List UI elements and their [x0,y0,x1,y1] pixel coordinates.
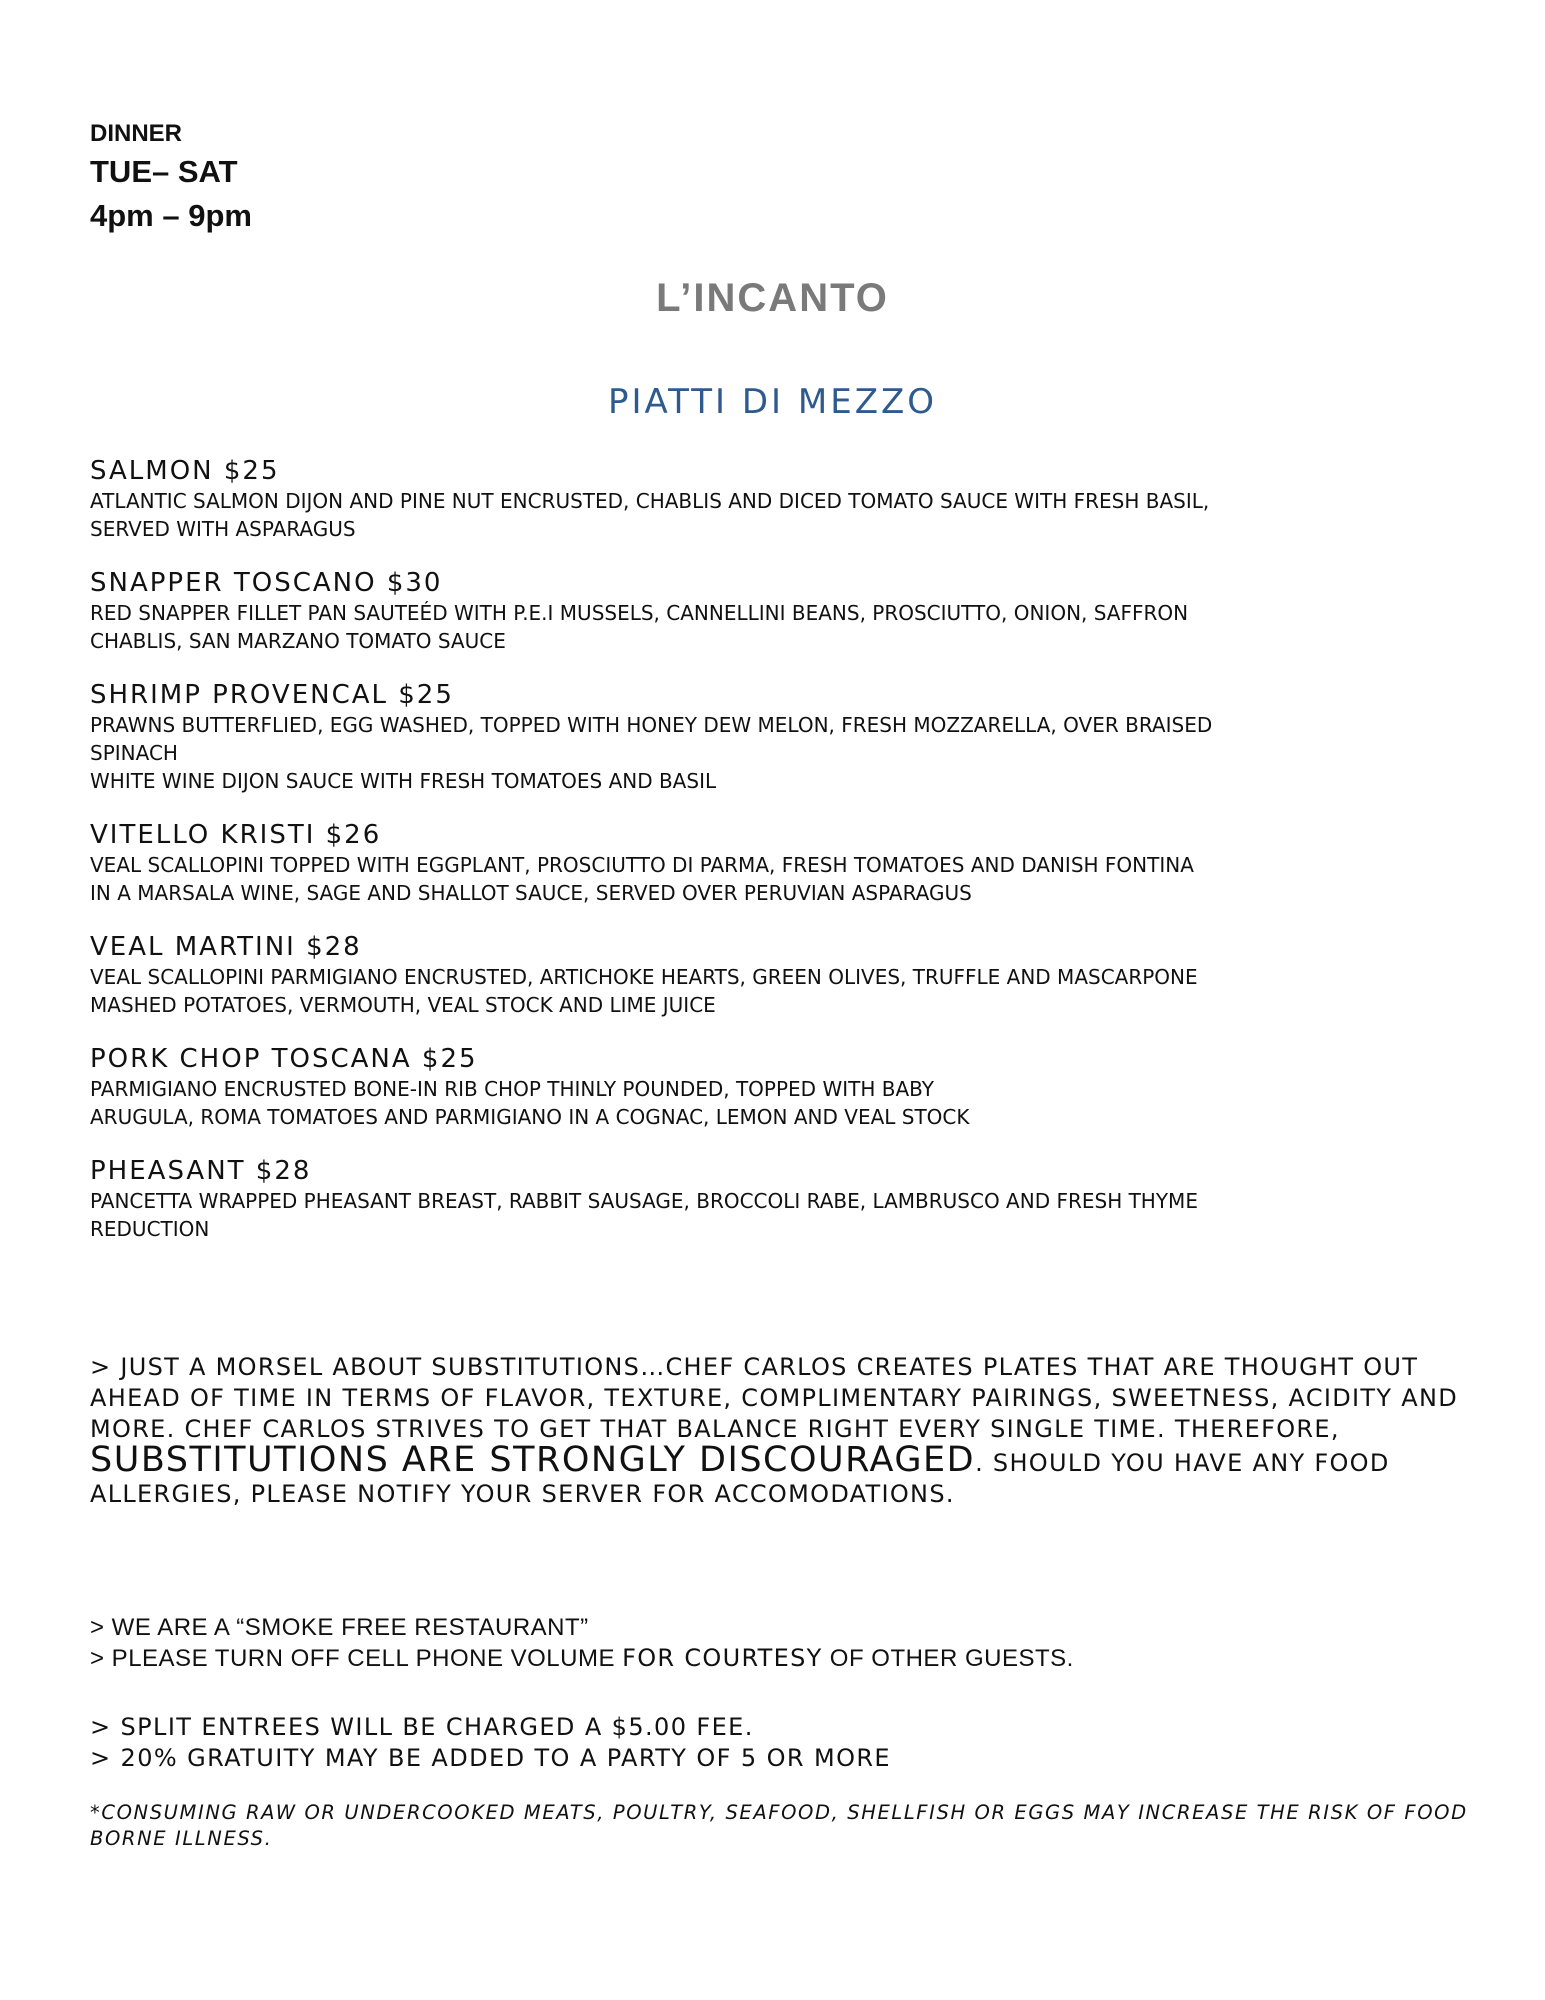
notice-outro: . SHOULD YOU HAVE ANY FOOD ALLERGIES, PLEASE NOTIFY YOUR SERVER FOR ACCOMODATIONS. [90,1449,1390,1508]
menu-item-description: PARMIGIANO ENCRUSTED BONE-IN RIB CHOP THINLY POUNDED, TOPPED WITH BABY ARUGULA, ROMA TOMATOES AND PARMIGIANO IN A COGNAC, LEMON AND VEAL STOCK [90,1077,970,1129]
dinner-hours [90,118,252,238]
cell-phone-text-c: OF OTHER GUESTS. [822,1645,1074,1672]
hours-open: 4pm – 9pm [90,198,252,233]
menu-item-veal-martini [90,931,1450,1019]
fee-policies [90,1712,891,1774]
menu-item-vitello-kristi [90,819,1450,907]
menu-item-shrimp-provencal [90,679,1450,795]
gratuity-policy: > 20% GRATUITY MAY BE ADDED TO A PARTY OF 5 OR MORE [90,1744,891,1772]
menu-item-description: ATLANTIC SALMON DIJON AND PINE NUT ENCRUSTED, CHABLIS AND DICED TOMATO SAUCE WITH FRESH BASIL, SERVED WITH ASPARAGUS [90,489,1210,541]
meal-label: DINNER [90,120,183,147]
menu-item-title: VEAL MARTINI $28 [90,932,362,962]
menu-item-description: VEAL SCALLOPINI TOPPED WITH EGGPLANT, PROSCIUTTO DI PARMA, FRESH TOMATOES AND DANISH FONTINA IN A MARSALA WINE, SAGE AND SHALLOT SAUCE, SERVED OVER PERUVIAN ASPARAGUS [90,853,1194,905]
menu-item-pheasant [90,1155,1450,1243]
house-policies [90,1612,1074,1674]
menu-item-description: PRAWNS BUTTERFLIED, EGG WASHED, TOPPED WITH HONEY DEW MELON, FRESH MOZZARELLA, OVER BRAISED SPINACH WHITE WINE DIJON SAUCE WITH FRESH TOMATOES AND BASIL [90,713,1213,793]
menu-item-description: RED SNAPPER FILLET PAN SAUTEÉD WITH P.E.I MUSSELS, CANNELLINI BEANS, PROSCIUTTO, ONION, SAFFRON CHABLIS, SAN MARZANO TOMATO SAUCE [90,601,1189,653]
menu-item-title: VITELLO KRISTI $26 [90,820,382,850]
menu-item-snapper-toscano [90,567,1450,655]
menu-item-description: VEAL SCALLOPINI PARMIGIANO ENCRUSTED, ARTICHOKE HEARTS, GREEN OLIVES, TRUFFLE AND MASCARPONE MASHED POTATOES, VERMOUTH, VEAL STOCK AND LIME JUICE [90,965,1198,1017]
notice-emphasis: SUBSTITUTIONS ARE STRONGLY DISCOURAGED [90,1440,976,1480]
menu-item-title: PHEASANT $28 [90,1156,312,1186]
cell-phone-policy [90,1643,1074,1674]
menu-item-title: SALMON $25 [90,456,280,486]
smoke-free-policy: > WE ARE A “SMOKE FREE RESTAURANT” [90,1614,589,1641]
section-title: PIATTI DI MEZZO [607,382,938,422]
split-fee-policy: > SPLIT ENTREES WILL BE CHARGED A $5.00 FEE. [90,1713,754,1741]
days-open: TUE– SAT [90,154,238,189]
cell-phone-text-a: > PLEASE TURN OFF CELL PHONE VOLUME [90,1645,623,1672]
notice-intro: > JUST A MORSEL ABOUT SUBSTITUTIONS…CHEF CARLOS CREATES PLATES THAT ARE THOUGHT OUT AHEAD OF TIME IN TERMS OF FLAVOR, TEXTURE, COMPLIMENTARY PAIRINGS, SWEETNESS, ACIDITY AND MORE. CHEF CARLOS STRIVES TO GET THAT BALANCE RIGHT EVERY SINGLE TIME. THEREFORE, [90,1353,1459,1443]
menu-item-pork-chop-toscana [90,1043,1450,1131]
menu-item-title: SHRIMP PROVENCAL $25 [90,680,454,710]
substitutions-notice [90,1352,1470,1510]
menu-item-title: SNAPPER TOSCANO $30 [90,568,443,598]
menu-items [90,455,1450,1267]
restaurant-name: L’INCANTO [656,276,889,320]
cell-phone-text-b: FOR COURTESY [622,1644,823,1672]
menu-item-salmon [90,455,1450,543]
menu-item-description: PANCETTA WRAPPED PHEASANT BREAST, RABBIT SAUSAGE, BROCCOLI RABE, LAMBRUSCO AND FRESH THYME REDUCTION [90,1189,1198,1241]
health-disclaimer: *CONSUMING RAW OR UNDERCOOKED MEATS, POULTRY, SEAFOOD, SHELLFISH OR EGGS MAY INCREASE THE RISK OF FOOD BORNE ILLNESS. [90,1801,1468,1850]
menu-item-title: PORK CHOP TOSCANA $25 [90,1044,478,1074]
